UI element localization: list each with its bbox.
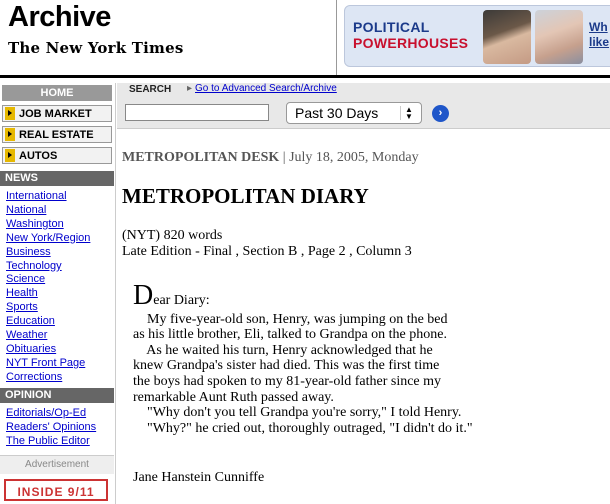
date-range-select[interactable] — [286, 102, 422, 124]
autos-button[interactable] — [2, 147, 112, 164]
body-line: knew Grandpa's sister had died. This was the first time — [133, 358, 440, 374]
ad-photo-2 — [535, 10, 583, 64]
desk-name: METROPOLITAN DESK — [122, 150, 280, 165]
salutation-text: ear Diary: — [153, 293, 210, 308]
article-date: July 18, 2005, Monday — [289, 150, 419, 165]
news-link-item — [6, 329, 90, 343]
news-link-obituaries[interactable]: Obituaries — [6, 342, 57, 355]
brand — [8, 0, 338, 57]
body-line: As he waited his turn, Henry acknowledged that he — [133, 342, 433, 358]
body-line: the boys had spoken to my 81-year-old father since my — [133, 373, 442, 389]
inside-911-ad[interactable]: INSIDE 9/11 — [4, 479, 108, 501]
news-link-technology[interactable]: Technology — [6, 259, 62, 272]
ad-cta-link[interactable]: Wh like — [589, 20, 610, 49]
ad-banner[interactable] — [344, 5, 610, 67]
search-label: SEARCH — [129, 84, 172, 95]
date-range-value: Past 30 Days — [295, 105, 379, 121]
body-line: "Why?" he cried out, thoroughly outraged, "I didn't do it." — [133, 420, 473, 436]
opinion-link-item — [6, 435, 96, 449]
job-market-button[interactable] — [2, 105, 112, 122]
news-link-item — [6, 218, 90, 232]
news-link-item — [6, 357, 90, 371]
body-line: My five-year-old son, Henry, was jumping on the bed — [133, 311, 448, 327]
ad-line-2: POWERHOUSES — [353, 35, 469, 51]
news-link-business[interactable]: Business — [6, 245, 51, 258]
news-link-weather[interactable]: Weather — [6, 329, 48, 342]
news-link-corrections[interactable]: Corrections — [6, 370, 63, 383]
article-meta — [122, 228, 412, 259]
news-link-education[interactable]: Education — [6, 315, 55, 328]
select-arrows-icon: ▲ ▼ — [400, 106, 417, 120]
news-link-nyregion[interactable]: New York/Region — [6, 231, 91, 244]
search-bar — [117, 83, 610, 129]
news-link-sports[interactable]: Sports — [6, 301, 38, 314]
drop-cap: D — [133, 280, 154, 311]
news-link-item — [6, 204, 90, 218]
advertisement-label: Advertisement — [25, 459, 89, 470]
news-link-national[interactable]: National — [6, 203, 47, 216]
news-link-item — [6, 343, 90, 357]
news-link-washington[interactable]: Washington — [6, 217, 64, 230]
ad-line-1: POLITICAL — [353, 19, 430, 35]
opinion-link-readers[interactable]: Readers' Opinions — [6, 420, 97, 433]
news-link-item — [6, 371, 90, 385]
autos-label: AUTOS — [19, 150, 58, 162]
archive-title: Archive — [8, 1, 111, 33]
sidebar — [0, 83, 116, 504]
arrow-icon — [5, 107, 15, 120]
header-divider — [336, 0, 337, 75]
news-link-item — [6, 260, 90, 274]
arrow-icon — [5, 128, 15, 141]
news-link-item — [6, 246, 90, 260]
real-estate-label: REAL ESTATE — [19, 129, 94, 141]
article-body — [133, 280, 473, 436]
go-button[interactable] — [432, 105, 449, 122]
news-link-health[interactable]: Health — [6, 287, 38, 300]
news-link-front-page[interactable]: NYT Front Page — [6, 356, 86, 369]
ad-photo-1 — [483, 10, 531, 64]
news-heading: NEWS — [0, 171, 114, 186]
news-link-item — [6, 232, 90, 246]
news-link-international[interactable]: International — [6, 190, 67, 202]
opinion-link-item — [6, 407, 96, 421]
opinion-links — [6, 407, 96, 449]
opinion-link-item — [6, 421, 96, 435]
body-line: remarkable Aunt Ruth passed away. — [133, 389, 334, 405]
job-market-label: JOB MARKET — [19, 108, 92, 120]
body-line: as his little brother, Eli, talked to Grandpa on the phone. — [133, 327, 447, 343]
source-words: (NYT) 820 words — [122, 228, 223, 243]
advanced-search-link[interactable]: ▸ Go to Advanced Search/Archive — [187, 83, 337, 94]
edition-info: Late Edition - Final , Section B , Page 2 , Column 3 — [122, 243, 412, 259]
header — [0, 0, 610, 78]
nyt-logo[interactable]: The New York Times — [8, 39, 184, 57]
article-headline: METROPOLITAN DIARY — [122, 184, 369, 208]
ad-headline — [353, 19, 468, 51]
signature: Jane Hanstein Cunniffe — [133, 470, 265, 485]
article-byline: METROPOLITAN DESK | July 18, 2005, Monday — [122, 150, 419, 165]
opinion-heading: OPINION — [0, 388, 114, 403]
home-tab[interactable]: HOME — [2, 85, 112, 101]
go-arrow-icon: › — [438, 107, 443, 119]
news-link-item — [6, 301, 90, 315]
salutation — [133, 280, 473, 311]
real-estate-button[interactable] — [2, 126, 112, 143]
search-input[interactable] — [125, 104, 269, 121]
body-line: "Why don't you tell Grandpa you're sorry," I told Henry. — [133, 405, 462, 421]
opinion-link-public-editor[interactable]: The Public Editor — [6, 434, 90, 447]
news-link-item — [6, 190, 90, 204]
news-link-item — [6, 273, 90, 287]
arrow-icon — [5, 149, 15, 162]
news-links — [6, 190, 90, 385]
opinion-link-editorials[interactable]: Editorials/Op-Ed — [6, 407, 87, 419]
news-link-science[interactable]: Science — [6, 273, 46, 286]
news-link-item — [6, 315, 90, 329]
news-link-item — [6, 287, 90, 301]
